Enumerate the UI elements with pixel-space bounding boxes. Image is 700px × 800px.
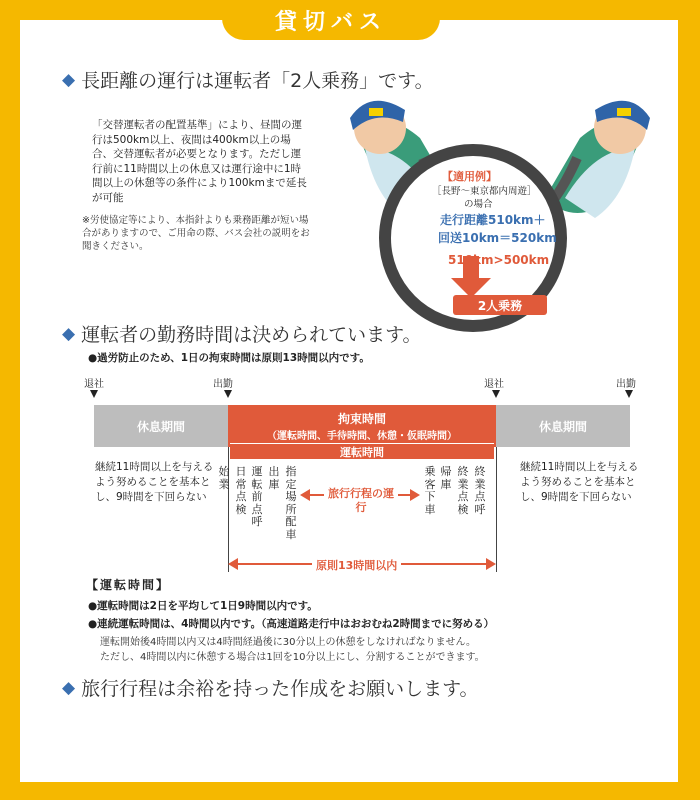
marker-leave-2: 退社 xyxy=(484,379,504,390)
restraint-sub: （運転時間、手待時間、休憩・仮眠時間） xyxy=(267,431,457,442)
step-end-rollcall: 終業点呼 xyxy=(474,465,486,516)
rest-desc-left: 継続11時間以上を与えるよう努めることを基本とし、9時間を下回らない xyxy=(95,461,214,503)
step-end-check: 終業点検 xyxy=(457,465,469,516)
marker-arrow-icon xyxy=(625,390,633,398)
section1-title-text: 長距離の運行は運転者「2人乗務」です。 xyxy=(81,70,434,92)
example-case: の場合 xyxy=(464,199,493,210)
driving-note-2: ただし、4時間以内に休憩する場合は1回を10分以上にし、分割することができます。 xyxy=(100,652,485,663)
driving-time-bar: 運転時間 xyxy=(230,443,494,459)
example-line1: 走行距離510km＋ xyxy=(440,213,546,227)
example-compare: 510km>500km xyxy=(448,253,550,267)
section2-bullet: ●過労防止のため、1日の拘束時間は原則13時間以内です。 xyxy=(88,352,370,364)
rest-period-left: 休息期間 xyxy=(94,405,228,447)
page-title: 貸切バス xyxy=(222,0,440,40)
step-start: 始業 xyxy=(218,465,230,491)
driving-bullet-2: ●連続運転時間は、4時間以内です。（高速道路走行中はおおむね2時間までに努める） xyxy=(88,618,495,630)
section1-paragraph: 「交替運転者の配置基準」により、昼間の運行は500km以上、夜間は400km以上の場合、交替運転者が必要となります。ただし運行前に11時間以上の休息又は運行途中に1時間以上の休憩等の条件により100kmまで延長が可能 xyxy=(92,119,307,204)
example-heading: 【適用例】 xyxy=(442,170,497,183)
step-return-garage: 帰庫 xyxy=(440,465,452,491)
section2-title xyxy=(62,320,422,347)
step-dropoff: 乗客下車 xyxy=(424,465,436,516)
marker-arrow-icon xyxy=(492,390,500,398)
marker-arrive-2: 出勤 xyxy=(616,379,636,390)
step-pre-rollcall: 運転前点呼 xyxy=(251,465,263,528)
example-line2: 回送10km＝520km xyxy=(438,231,557,245)
step-pickup: 指定場所配車 xyxy=(285,465,297,541)
section3-title xyxy=(62,674,479,701)
section3-title-text: 旅行行程は余裕を持った作成をお願いします。 xyxy=(81,678,479,700)
end-guide-line xyxy=(496,447,497,572)
diamond-icon: ◆ xyxy=(62,323,76,344)
marker-arrow-icon xyxy=(224,390,232,398)
two-drivers-badge: 2人乗務 xyxy=(453,295,547,315)
diamond-icon: ◆ xyxy=(62,69,76,90)
section1-note: ※労使協定等により、本指針よりも乗務距離が短い場合がありますので、ご用命の際、バス会社の説明をお聞きください。 xyxy=(82,215,310,252)
step-depart-garage: 出庫 xyxy=(268,465,280,491)
restraint-title: 拘束時間 xyxy=(337,412,386,426)
marker-arrow-icon xyxy=(90,390,98,398)
itinerary-label: 旅行行程の運行 xyxy=(324,487,398,515)
section2-title-text: 運転者の勤務時間は決められています。 xyxy=(81,324,422,346)
example-route: ［長野～東京都内周遊］ xyxy=(432,186,537,197)
rest-desc-right: 継続11時間以上を与えるよう努めることを基本とし、9時間を下回らない xyxy=(520,461,639,503)
driving-heading: 【運転時間】 xyxy=(86,578,171,592)
principle-label: 原則13時間以内 xyxy=(312,557,401,573)
diamond-icon: ◆ xyxy=(62,677,76,698)
marker-arrive-1: 出勤 xyxy=(213,379,233,390)
driving-bullet-1: ●運転時間は2日を平均して1日9時間以内です。 xyxy=(88,600,318,612)
marker-leave-1: 退社 xyxy=(84,379,104,390)
rest-period-right: 休息期間 xyxy=(496,405,630,447)
step-daily-check: 日常点検 xyxy=(235,465,247,516)
driving-note-1: 運転開始後4時間以内又は4時間経過後に30分以上の休憩をしなければなりません。 xyxy=(100,637,477,648)
restraint-time-bar xyxy=(228,405,496,447)
